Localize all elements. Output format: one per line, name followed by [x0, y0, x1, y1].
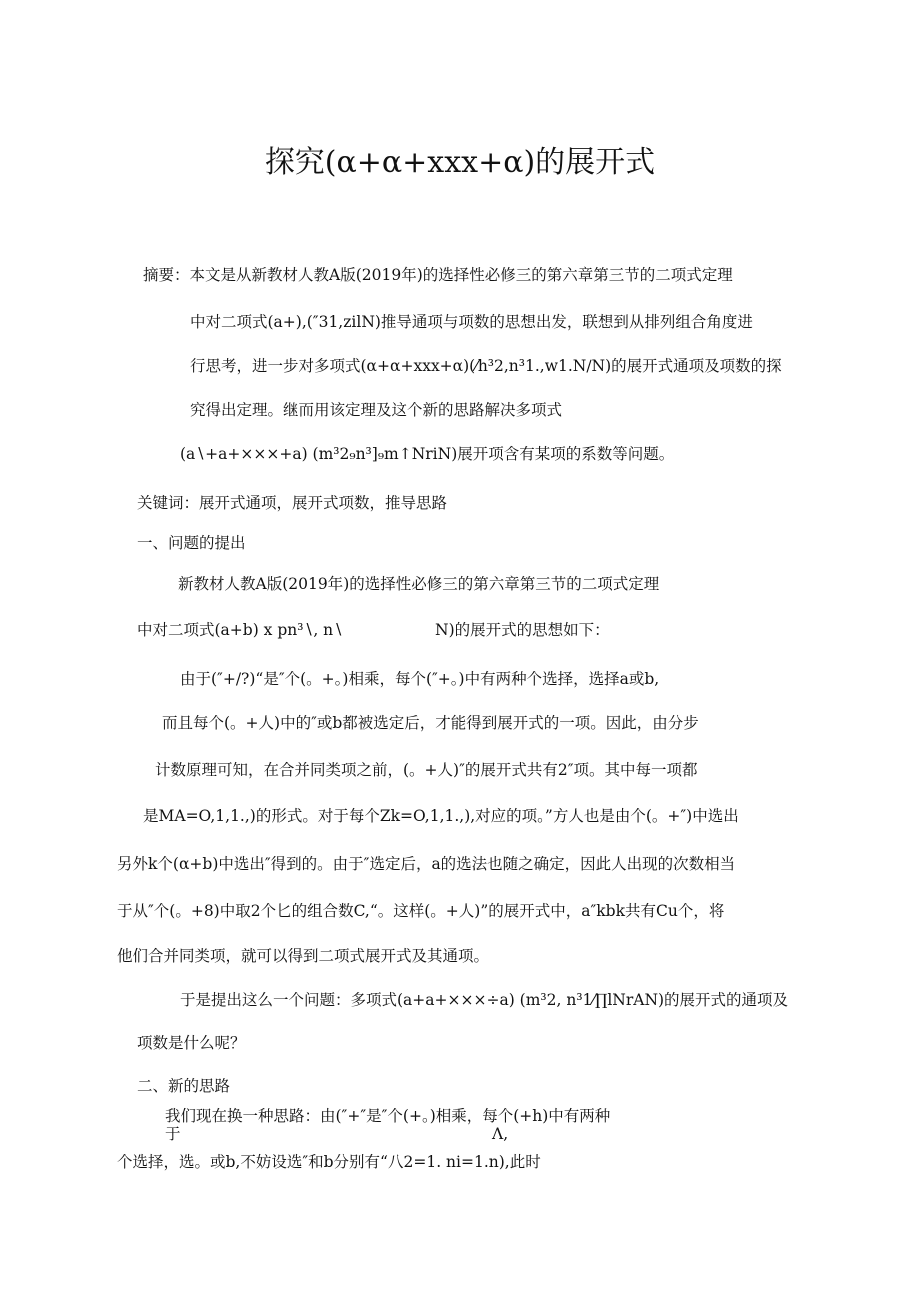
section-1-line-1: 新教材人教A版(2019年)的选择性必修三的第六章第三节的二项式定理: [178, 575, 660, 593]
section-2-line-1-under-left: 于: [165, 1125, 181, 1143]
section-1-line-2b: N)的展开式的思想如下：: [435, 621, 610, 639]
section-2-line-2: 个选择，选。或b,不妨设选″和b分别有“八2=1. ni=1.n),此时: [117, 1153, 541, 1171]
abstract-line-3: 行思考，进一步对多项式(α+α+xxx+α)(⁄h³2,n³1.,w1.N∕N)的展开式通项及项数的探: [190, 357, 782, 375]
section-2-heading: 二、新的思路: [137, 1077, 231, 1095]
abstract-line-4: 究得出定理。继而用该定理及这个新的思路解决多项式: [190, 401, 563, 419]
section-1-line-3: 由于(″+/?)“是″个(。+。)相乘，每个(″+。)中有两种个选择，选择a或b,: [180, 670, 660, 688]
section-1-heading: 一、问题的提出: [137, 534, 246, 552]
keywords: 关键词：展开式通项，展开式项数，推导思路: [137, 494, 448, 512]
abstract-line-2: 中对二项式(a+),(″31,zilN)推导通项与项数的思想出发，联想到从排列组合角度进: [190, 313, 753, 331]
section-1-line-4: 而且每个(。+人)中的″或b都被选定后，才能得到展开式的一项。因此，由分步: [162, 714, 699, 732]
section-1-line-8: 于从″个(。+8)中取2个匕的组合数C,“。这样(。+人)”的展开式中，a″kbk共有Cu个，将: [117, 902, 725, 920]
section-1-line-10: 于是提出这么一个问题：多项式(a+a+×××÷a) (m³2, n³1⁄∏lNrAN)的展开式的通项及: [180, 991, 789, 1009]
section-2-line-1: 我们现在换一种思路：由(″+″是″个(+。)相乘，每个(+h)中有两种: [165, 1107, 611, 1125]
section-1-line-2a: 中对二项式(a+b) x pn³∖, n∖: [137, 621, 344, 639]
abstract-line-5: (a∖+a+×××+a) (m³2₉n³]₉m↑NriN)展开项含有某项的系数等问题。: [180, 445, 675, 463]
section-1-line-6: 是MA=O,1,1.,)的形式。对于每个Zk=O,1,1.,),对应的项。”方人也是由个(。+″)中选出: [143, 807, 739, 825]
section-1-line-9: 他们合并同类项，就可以得到二项式展开式及其通项。: [117, 947, 490, 965]
section-1-line-11: 项数是什么呢？: [137, 1034, 246, 1052]
document-title: 探究(α+α+xxx+α)的展开式: [264, 145, 656, 180]
section-2-line-1-under-right: Λ,: [492, 1125, 509, 1143]
abstract-line-1: 摘要：本文是从新教材人教A版(2019年)的选择性必修三的第六章第三节的二项式定理: [143, 266, 733, 284]
section-1-line-5: 计数原理可知，在合并同类项之前，(。+人)″的展开式共有2″项。其中每一项都: [155, 761, 698, 779]
section-1-line-7: 另外k个(α+b)中选出″得到的。由于″选定后，a的选法也随之确定，因此人出现的次数相当: [117, 855, 736, 873]
